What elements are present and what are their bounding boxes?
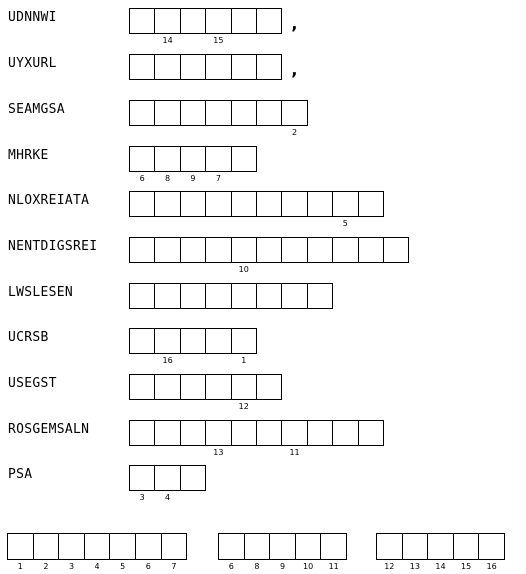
final-letter-box[interactable] — [376, 533, 403, 571]
letter-box[interactable] — [231, 283, 257, 309]
position-number: 15 — [460, 562, 472, 571]
clue-number: 4 — [165, 493, 171, 502]
letter-box[interactable] — [307, 191, 333, 217]
final-letter-box[interactable] — [84, 533, 111, 571]
final-letter-box[interactable] — [7, 533, 34, 571]
letter-box[interactable] — [205, 328, 231, 354]
answer-boxes — [129, 191, 383, 228]
final-answer-boxes — [218, 533, 346, 571]
answer-boxes — [129, 100, 307, 137]
letter-box[interactable] — [256, 8, 282, 34]
final-letter-box[interactable] — [58, 533, 85, 571]
letter-box[interactable] — [205, 54, 231, 80]
clue-number: 2 — [291, 128, 298, 137]
answer-boxes — [129, 8, 281, 45]
final-answer-boxes — [7, 533, 186, 571]
letter-box[interactable] — [256, 283, 282, 309]
clue-number: 10 — [238, 265, 249, 274]
letter-box[interactable] — [180, 100, 206, 126]
punctuation-mark: , — [291, 14, 298, 33]
letter-box[interactable] — [307, 420, 333, 446]
position-number: 9 — [279, 562, 286, 571]
letter-box[interactable] — [231, 420, 257, 446]
answer-boxes — [129, 237, 408, 274]
clue-number: 12 — [238, 402, 249, 411]
letter-box[interactable] — [205, 420, 231, 457]
letter-box[interactable] — [129, 374, 155, 400]
final-letter-box[interactable] — [320, 533, 347, 571]
letter-box[interactable] — [256, 54, 282, 80]
letter-box[interactable] — [129, 237, 155, 263]
letter-box[interactable] — [129, 100, 155, 126]
word-row — [0, 465, 526, 502]
position-number: 13 — [409, 562, 420, 571]
letter-box[interactable] — [180, 8, 206, 34]
letter-box[interactable] — [129, 191, 155, 217]
letter-box[interactable] — [205, 374, 231, 400]
punctuation-mark: , — [291, 60, 298, 79]
scrambled-word: UCRSB — [8, 330, 49, 345]
letter-box[interactable] — [358, 191, 384, 217]
letter-box[interactable] — [358, 420, 384, 446]
letter-box[interactable] — [205, 283, 231, 309]
final-letter-box[interactable] — [218, 533, 245, 571]
letter-box[interactable] — [154, 8, 180, 45]
clue-number: 8 — [165, 174, 171, 183]
position-number: 11 — [328, 562, 339, 571]
letter-box[interactable] — [256, 374, 282, 400]
position-number: 2 — [43, 562, 49, 571]
word-row — [0, 191, 526, 228]
answer-boxes — [129, 420, 383, 457]
clue-number: 7 — [215, 174, 221, 183]
position-number: 6 — [145, 562, 151, 571]
letter-box[interactable] — [231, 54, 257, 80]
letter-box[interactable] — [231, 8, 257, 34]
letter-box[interactable] — [154, 100, 180, 126]
clue-number: 5 — [342, 219, 348, 228]
clue-number: 11 — [289, 448, 300, 457]
letter-box[interactable] — [129, 283, 155, 309]
letter-box[interactable] — [332, 191, 358, 228]
clue-number: 1 — [241, 356, 247, 365]
letter-box[interactable] — [307, 237, 333, 263]
letter-box[interactable] — [154, 328, 180, 365]
answer-boxes — [129, 465, 205, 502]
letter-box[interactable] — [205, 191, 231, 217]
final-letter-box[interactable] — [269, 533, 296, 571]
final-letter-box[interactable] — [244, 533, 271, 571]
scrambled-word: LWSLESEN — [8, 285, 74, 300]
letter-box[interactable] — [180, 237, 206, 263]
scrambled-word: NENTDIGSREI — [8, 239, 98, 254]
word-row — [0, 420, 526, 457]
letter-box[interactable] — [205, 146, 231, 183]
word-row — [0, 374, 526, 411]
answer-boxes — [129, 328, 256, 365]
letter-box[interactable] — [180, 420, 206, 446]
position-number: 12 — [384, 562, 395, 571]
letter-box[interactable] — [154, 420, 180, 446]
position-number: 8 — [254, 562, 260, 571]
position-number: 6 — [228, 562, 234, 571]
clue-number: 15 — [213, 36, 224, 45]
scrambled-word: UYXURL — [8, 56, 57, 71]
letter-box[interactable] — [154, 54, 180, 80]
final-letter-box[interactable] — [453, 533, 480, 571]
letter-box[interactable] — [256, 191, 282, 217]
answer-boxes — [129, 54, 281, 80]
word-row — [0, 54, 526, 84]
position-number: 3 — [68, 562, 75, 571]
letter-box[interactable] — [154, 237, 180, 263]
word-row — [0, 100, 526, 137]
letter-box[interactable] — [307, 283, 333, 309]
letter-box[interactable] — [231, 146, 257, 172]
final-letter-box[interactable] — [135, 533, 162, 571]
letter-box[interactable] — [281, 237, 307, 263]
letter-box[interactable] — [205, 100, 231, 126]
final-answer-boxes — [376, 533, 504, 571]
letter-box[interactable] — [358, 237, 384, 263]
letter-box[interactable] — [256, 100, 282, 126]
letter-box[interactable] — [180, 374, 206, 400]
letter-box[interactable] — [180, 465, 206, 491]
letter-box[interactable] — [180, 328, 206, 354]
letter-box[interactable] — [205, 8, 231, 45]
position-number: 16 — [486, 562, 497, 571]
letter-box[interactable] — [231, 100, 257, 126]
final-letter-box[interactable] — [427, 533, 454, 571]
clue-number: 6 — [139, 174, 145, 183]
letter-box[interactable] — [180, 283, 206, 309]
final-letter-box[interactable] — [109, 533, 136, 571]
answer-boxes — [129, 374, 281, 411]
letter-box[interactable] — [205, 237, 231, 263]
word-row — [0, 328, 526, 365]
letter-box[interactable] — [231, 191, 257, 217]
final-letter-box[interactable] — [161, 533, 188, 571]
word-row — [0, 237, 526, 274]
clue-number: 13 — [213, 448, 224, 457]
letter-box[interactable] — [281, 283, 307, 309]
final-letter-box[interactable] — [478, 533, 505, 571]
answer-boxes — [129, 283, 332, 309]
letter-box[interactable] — [154, 283, 180, 309]
scrambled-word: MHRKE — [8, 148, 49, 163]
letter-box[interactable] — [231, 237, 257, 274]
position-number: 7 — [171, 562, 177, 571]
word-row — [0, 283, 526, 313]
letter-box[interactable] — [281, 100, 307, 137]
clue-number: 9 — [190, 174, 196, 183]
clue-number: 14 — [162, 36, 173, 45]
position-number: 1 — [17, 562, 23, 571]
letter-box[interactable] — [231, 374, 257, 411]
letter-box[interactable] — [129, 146, 155, 183]
letter-box[interactable] — [154, 191, 180, 217]
letter-box[interactable] — [180, 54, 206, 80]
letter-box[interactable] — [231, 328, 257, 365]
final-letter-box[interactable] — [295, 533, 322, 571]
letter-box[interactable] — [129, 465, 155, 502]
scrambled-word: PSA — [8, 467, 33, 482]
answer-boxes — [129, 146, 256, 183]
letter-box[interactable] — [180, 191, 206, 217]
final-letter-box[interactable] — [402, 533, 429, 571]
letter-box[interactable] — [154, 465, 180, 502]
final-letter-box[interactable] — [33, 533, 60, 571]
word-row — [0, 8, 526, 45]
letter-box[interactable] — [256, 237, 282, 263]
position-number: 14 — [435, 562, 446, 571]
letter-box[interactable] — [383, 237, 409, 263]
position-number: 10 — [302, 562, 314, 571]
clue-number: 16 — [162, 356, 173, 365]
letter-box[interactable] — [129, 8, 155, 34]
scrambled-word: SEAMGSA — [8, 102, 65, 117]
letter-box[interactable] — [129, 54, 155, 80]
letter-box[interactable] — [256, 420, 282, 446]
letter-box[interactable] — [281, 191, 307, 217]
scrambled-word: UDNNWI — [8, 10, 57, 25]
position-number: 4 — [94, 562, 100, 571]
letter-box[interactable] — [129, 420, 155, 446]
letter-box[interactable] — [332, 420, 358, 446]
letter-box[interactable] — [332, 237, 358, 263]
scrambled-word: NLOXREIATA — [8, 193, 90, 208]
letter-box[interactable] — [281, 420, 307, 457]
clue-number: 3 — [139, 493, 145, 502]
word-row — [0, 146, 526, 183]
position-number: 5 — [120, 562, 126, 571]
letter-box[interactable] — [154, 374, 180, 400]
letter-box[interactable] — [154, 146, 180, 183]
letter-box[interactable] — [129, 328, 155, 354]
letter-box[interactable] — [180, 146, 206, 183]
scrambled-word: USEGST — [8, 376, 57, 391]
scrambled-word: ROSGEMSALN — [8, 422, 90, 437]
